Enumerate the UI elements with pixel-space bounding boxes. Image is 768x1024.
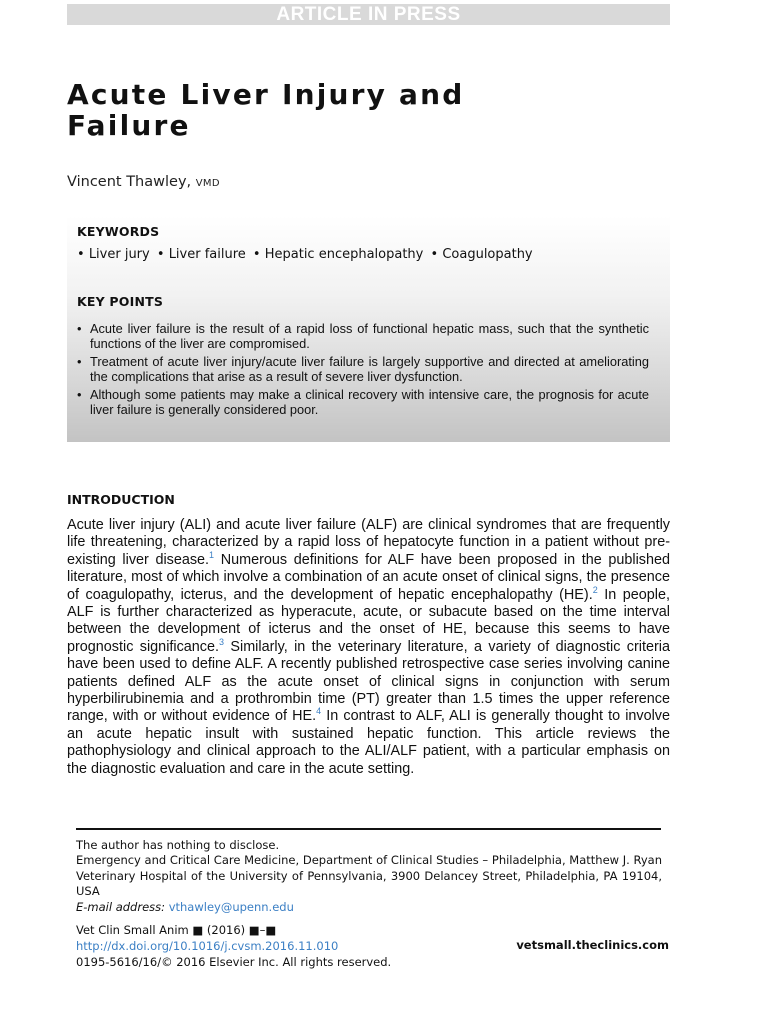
keyword-bullet: • <box>430 247 443 262</box>
reference-link[interactable]: 2 <box>592 584 598 595</box>
email-link[interactable]: vthawley@upenn.edu <box>168 899 294 914</box>
key-point-item <box>77 354 649 384</box>
key-points-list <box>77 321 649 420</box>
bullet-icon: • <box>77 354 82 369</box>
author-degree: VMD <box>195 178 220 189</box>
email-line <box>76 900 662 915</box>
introduction-paragraph <box>67 517 670 778</box>
article-title: Acute Liver Injury and Failure <box>67 78 465 142</box>
reference-link[interactable]: 3 <box>218 637 224 648</box>
footnote-divider <box>76 828 661 830</box>
keyword-bullet: • <box>156 247 169 262</box>
intro-sentence: Numerous definitions for ALF have been proposed in the published literature, most of which involve a combination of an acute onset of clinical signs, the presence of coagulopathy, icterus, and the development of hepatic encephalopathy (HE). <box>67 551 670 603</box>
intro-sentence: In contrast to ALF, ALI is generally thought to involve an acute hepatic insult with sustained hepatic function. This article reviews the pathophysiology and clinical approach to the ALI/ALF patient, with a particular emphasis on the diagnostic evaluation and care in the acute setting. <box>67 708 670 777</box>
disclosure-text: The author has nothing to disclose. <box>76 838 280 852</box>
author-footnote <box>76 838 662 915</box>
keywords-list <box>77 247 662 262</box>
author-name: Vincent Thawley, <box>67 174 192 190</box>
citation-block <box>76 922 391 970</box>
key-point-item <box>77 321 649 351</box>
affiliation-text: Emergency and Critical Care Medicine, Department of Clinical Studies – Philadelphia, Matthew J. Ryan Veterinary Hospital of the University of Pennsylvania, 3900 Delancey Street, Philadelphia, PA 19104, USA <box>76 853 662 899</box>
author-line <box>67 174 220 190</box>
introduction-heading: INTRODUCTION <box>67 492 175 507</box>
intro-sentence: In people, ALF is further characterized as hyperacute, acute, or subacute based on the time interval between the development of icterus and the onset of HE, because this seems to have prognostic significance. <box>67 586 670 655</box>
bullet-icon: • <box>77 321 82 336</box>
keyword-item: Coagulopathy <box>442 247 533 262</box>
journal-citation: Vet Clin Small Anim ■ (2016) ■–■ <box>76 923 277 937</box>
key-point-text: Although some patients may make a clinical recovery with intensive care, the prognosis for acute liver failure is generally considered poor. <box>90 387 649 417</box>
key-point-item <box>77 387 649 417</box>
key-point-text: Acute liver failure is the result of a rapid loss of functional hepatic mass, such that the synthetic functions of the liver are compromised. <box>90 321 649 351</box>
key-point-text: Treatment of acute liver injury/acute liver failure is largely supportive and directed at ameliorating the complications that arise as a result of severe liver dysfunction. <box>90 354 649 384</box>
keyword-item: Hepatic encephalopathy <box>264 247 424 262</box>
doi-link[interactable]: http://dx.doi.org/10.1016/j.cvsm.2016.11.010 <box>76 939 339 953</box>
email-label: E-mail address: <box>76 899 166 914</box>
keyword-bullet: • <box>77 247 89 262</box>
keyword-item: Liver jury <box>88 247 150 262</box>
article-in-press-banner: ARTICLE IN PRESS <box>67 4 670 25</box>
keyword-item: Liver failure <box>168 247 246 262</box>
keywords-heading: KEYWORDS <box>77 224 160 239</box>
bullet-icon: • <box>77 387 82 402</box>
intro-sentence: Similarly, in the veterinary literature, a variety of diagnostic criteria have been used to define ALF. A recently published retrospective case series involving canine patients defined ALF as the acute onset of clinical signs in conjunction with serum hyperbilirubinemia and a prothrombin time (PT) greater than 1.5 times the upper reference range, with or without evidence of HE. <box>67 638 670 725</box>
keywords-keypoints-box <box>67 216 670 442</box>
reference-link[interactable]: 4 <box>316 706 322 717</box>
copyright-text: 0195-5616/16/© 2016 Elsevier Inc. All rights reserved. <box>76 955 392 969</box>
keyword-bullet: • <box>252 247 265 262</box>
key-points-heading: KEY POINTS <box>77 294 164 309</box>
journal-website: vetsmall.theclinics.com <box>516 938 669 952</box>
reference-link[interactable]: 1 <box>209 550 215 561</box>
intro-sentence: Acute liver injury (ALI) and acute liver failure (ALF) are clinical syndromes that are frequently life threatening, characterized by a rapid loss of hepatocyte function in a patient without pre-existing liver disease. <box>67 517 670 568</box>
